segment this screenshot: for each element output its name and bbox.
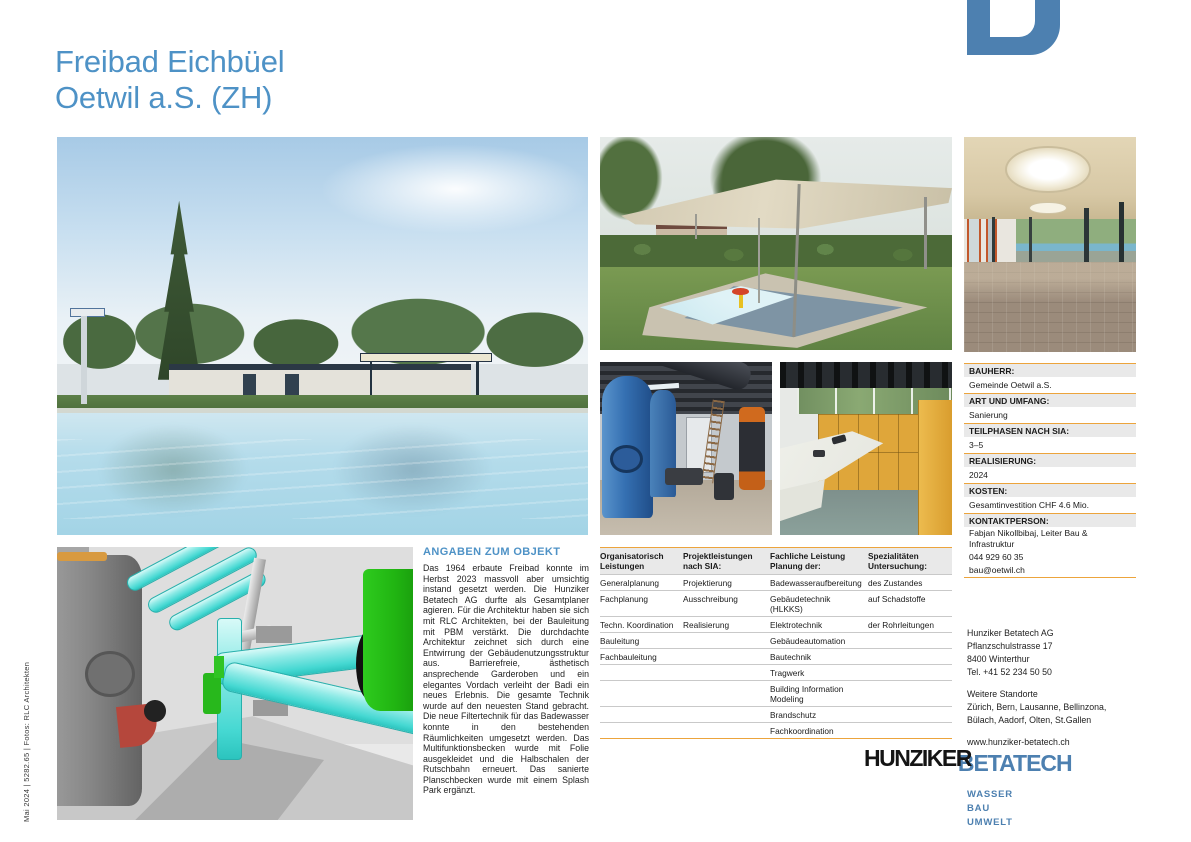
table-cell: Fachplanung	[600, 593, 648, 604]
table-row	[600, 664, 952, 680]
company-website[interactable]: www.hunziker-betatech.ch	[967, 737, 1070, 747]
side-credit-note: Mai 2024 | 5282.65 | Fotos: RLC Architekten	[22, 661, 31, 822]
fact-label-bauherr: BAUHERR:	[964, 363, 1136, 377]
table-cell: Bautechnik	[770, 651, 812, 662]
table-cell	[683, 665, 770, 680]
table-cell	[868, 633, 952, 648]
lawn-strip	[57, 395, 588, 409]
pump-unit-orange	[739, 407, 765, 490]
fact-value-art-umfang: Sanierung	[964, 407, 1136, 423]
wordmark-hunziker: HUNZIKER	[864, 745, 971, 771]
table-cell: Brandschutz	[770, 709, 817, 720]
canopy-post	[476, 362, 478, 396]
table-cell: der Rohrleitungen	[868, 619, 934, 630]
canopy-post	[370, 362, 372, 396]
brand-wordmark	[864, 745, 1072, 776]
table-cell: auf Schadstoffe	[868, 593, 926, 604]
locations-line: Zürich, Bern, Lausanne, Bellinzona,	[967, 702, 1107, 712]
object-description-heading: ANGABEN ZUM OBJEKT	[423, 546, 561, 558]
column-header-specialties: Spezialitäten Untersuchung:	[868, 551, 927, 571]
company-street: Pflanzschulstrasse 17	[967, 641, 1053, 651]
photo-canopy-walkway	[964, 137, 1136, 352]
faucet	[813, 450, 825, 457]
locations-line: Bülach, Aadorf, Olten, St.Gallen	[967, 715, 1092, 725]
table-row	[600, 574, 952, 590]
render-red-coupling	[144, 700, 165, 722]
table-row	[600, 648, 952, 664]
table-cell	[683, 707, 770, 722]
company-phone: Tel. +41 52 234 50 50	[967, 667, 1052, 677]
table-cell: des Zustandes	[868, 577, 923, 588]
render-valve-actuator	[256, 626, 292, 642]
table-cell: Elektrotechnik	[770, 619, 823, 630]
table-cell: Fachbauleitung	[600, 651, 657, 662]
yellow-cabinet	[918, 400, 952, 535]
table-cell	[600, 681, 683, 706]
sail-pole	[695, 214, 697, 240]
sail-pole	[924, 197, 927, 269]
table-cell	[683, 681, 770, 706]
water-highlight	[57, 439, 588, 519]
column-header-planning: Fachliche Leistung Planung der:	[770, 551, 846, 571]
contact-phone: 044 929 60 35	[964, 551, 1136, 564]
object-description-body: Das 1964 erbaute Freibad konnte im Herbst 2023 massvoll aber umsichtig instand gesetzt werden. Die Hunziker Betatech AG durfte als Gesamtplaner agieren. Für die Architektur haben sie sich mit RLC Architekten, bei der Bauleitung mit PBM verstärkt. Die durchdachte Architektur zeichnet sich durch eine Entwirrung der Gebäudenutzungsstruktur aus. Barrierefreie, ästhetisch ansprechende Garderoben und ein elegantes Vordach verleiht der Badi ein neues Erlebnis. Die gesamte Technik wurde auf den neuesten Stand gebracht. Die neue Filtertechnik für das Badewasser konnte in den bestehenden Räumlichkeiten umgesetzt werden. Das Multifunktionsbecken wurde mit Folie ausgekleidet und die Halbschalen der Rutschbahn erneuert. Das sanierte Planschbecken wurde mit einem Splash Park ergänzt.	[423, 563, 589, 796]
diving-platform-post	[81, 316, 86, 404]
table-cell: Bauleitung	[600, 635, 640, 646]
table-cell	[600, 723, 683, 738]
photo-filter-room	[600, 362, 772, 535]
table-row	[600, 706, 952, 722]
table-cell	[683, 633, 770, 648]
table-row	[600, 680, 952, 706]
water-mushroom-stem	[739, 294, 743, 309]
table-cell: Techn. Koordination	[600, 619, 674, 630]
paved-floor	[964, 262, 1136, 352]
page-title-line2: Oetwil a.S. (ZH)	[55, 80, 273, 115]
table-cell: Building Information Modeling	[770, 683, 844, 704]
table-cell: Gebäudeautomation	[770, 635, 846, 646]
diving-platform	[70, 308, 105, 317]
table-row	[600, 632, 952, 648]
render-orange-pipe	[57, 552, 107, 560]
photo-pool-overview	[57, 137, 588, 535]
render-bim-pipework	[57, 547, 413, 820]
tagline-bau: BAU	[967, 803, 990, 814]
table-cell	[868, 681, 952, 706]
company-city: 8400 Winterthur	[967, 654, 1030, 664]
contact-name: Fabjan Nikollbibaj, Leiter Bau & Infrastruktur	[964, 527, 1136, 551]
render-green-valve	[214, 656, 225, 678]
render-tank-flange	[85, 651, 135, 697]
company-name: Hunziker Betatech AG	[967, 628, 1054, 638]
floor-equipment	[665, 468, 703, 485]
fact-label-art-umfang: ART UND UMFANG:	[964, 393, 1136, 407]
locations-label: Weitere Standorte	[967, 689, 1038, 699]
table-cell	[868, 649, 952, 664]
company-address-block	[967, 627, 1152, 749]
table-cell	[868, 723, 952, 738]
ceiling-beams	[780, 362, 952, 388]
company-address	[967, 627, 1152, 679]
page-title-line1: Freibad Eichbüel	[55, 44, 285, 79]
tagline-umwelt: UMWELT	[967, 817, 1013, 828]
fact-label-kontaktperson: KONTAKTPERSON:	[964, 513, 1136, 527]
sail-pole	[758, 218, 760, 303]
table-row	[600, 722, 952, 738]
column-header-organisational: Organisatorisch Leistungen	[600, 551, 664, 571]
table-cell	[868, 665, 952, 680]
table-cell: Fachkoordination	[770, 725, 834, 736]
logo-mark-notch	[990, 0, 1035, 37]
table-cell: Realisierung	[683, 619, 730, 630]
page-title	[55, 44, 284, 116]
photo-splash-pool-canopy	[600, 137, 952, 350]
cloud	[323, 145, 589, 233]
table-cell: Ausschreibung	[683, 593, 738, 604]
floor-equipment	[714, 473, 735, 501]
hunziker-logo-mark-icon	[967, 0, 1060, 55]
object-description	[423, 546, 589, 796]
wordmark-betatech: BETATECH	[957, 750, 1072, 776]
table-cell	[600, 707, 683, 722]
fact-value-bauherr: Gemeinde Oetwil a.S.	[964, 377, 1136, 393]
contact-email[interactable]: bau@oetwil.ch	[964, 564, 1136, 577]
table-row	[600, 590, 952, 616]
hedge	[600, 235, 952, 271]
column-header-sia-phases: Projektleistungen nach SIA:	[683, 551, 753, 571]
table-cell	[683, 723, 770, 738]
services-table	[600, 547, 952, 739]
fact-label-kosten: KOSTEN:	[964, 483, 1136, 497]
round-skylight	[1005, 146, 1091, 193]
table-cell	[868, 707, 952, 722]
table-cell: Projektierung	[683, 577, 732, 588]
fact-value-realisierung: 2024	[964, 467, 1136, 483]
tank-manhole	[610, 445, 643, 473]
table-cell: Tragwerk	[770, 667, 805, 678]
fact-label-teilphasen: TEILPHASEN NACH SIA:	[964, 423, 1136, 437]
table-cell	[600, 665, 683, 680]
services-table-header-row	[600, 548, 952, 574]
table-cell	[683, 649, 770, 664]
company-locations	[967, 688, 1152, 727]
brand-tagline	[967, 788, 1013, 830]
render-green-valve	[203, 673, 221, 714]
project-facts	[964, 363, 1136, 578]
fact-label-realisierung: REALISIERUNG:	[964, 453, 1136, 467]
flat-roof-canopy	[360, 353, 493, 363]
render-green-pump	[363, 569, 413, 711]
table-cell: Gebäudetechnik (HLKKS)	[770, 593, 831, 614]
photo-lockers	[780, 362, 952, 535]
tagline-wasser: WASSER	[967, 789, 1013, 800]
table-row	[600, 616, 952, 632]
table-cell: Generalplanung	[600, 577, 660, 588]
fact-value-kosten: Gesamtinvestition CHF 4.6 Mio.	[964, 497, 1136, 513]
table-cell: Badewasseraufbereitung	[770, 577, 862, 588]
fact-value-teilphasen: 3–5	[964, 437, 1136, 453]
